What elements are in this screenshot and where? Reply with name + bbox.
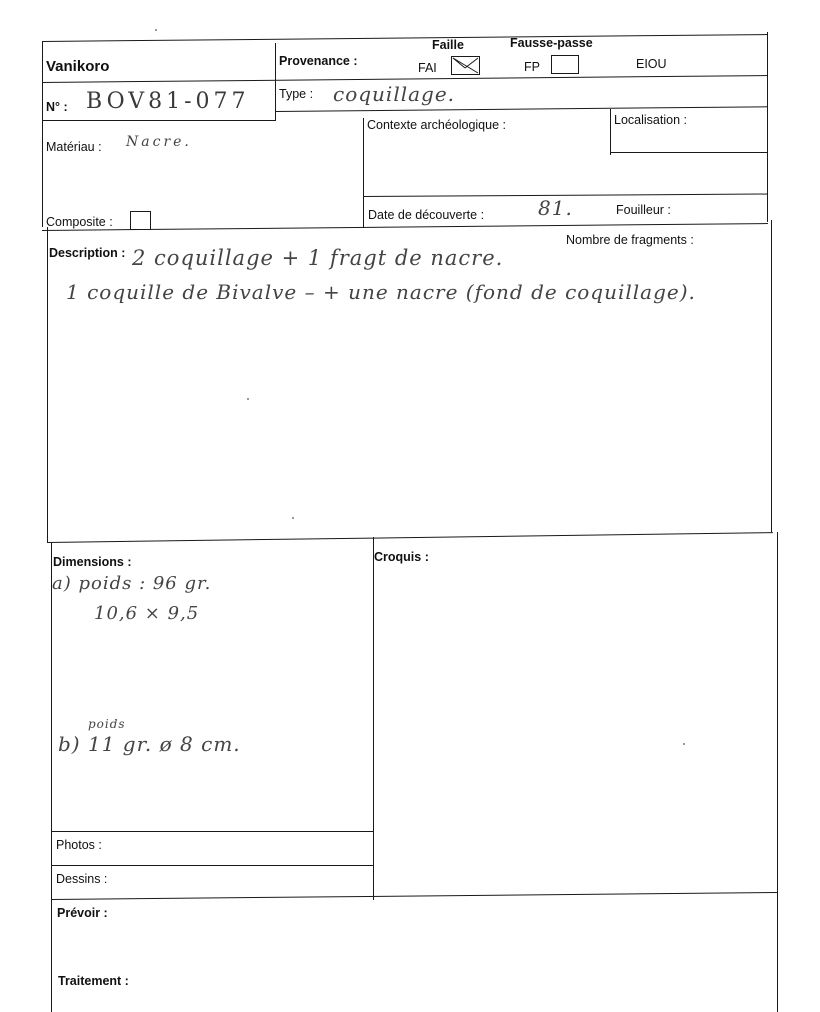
composite-label: Composite : [46, 215, 113, 229]
photos-label: Photos : [56, 838, 102, 852]
description-line-2: 1 coquille de Bivalve – + une nacre (fond de coquillage). [66, 280, 696, 304]
materiau-value: Nacre. [126, 134, 192, 150]
fragments-label: Nombre de fragments : [566, 233, 694, 247]
composite-checkbox[interactable] [130, 211, 151, 230]
eiou-label: EIOU [636, 57, 667, 71]
fai-label: FAI [418, 61, 437, 75]
check-cross-icon [452, 57, 479, 74]
fp-label: FP [524, 60, 540, 74]
fai-checkbox[interactable] [451, 56, 480, 75]
date-label: Date de découverte : [368, 208, 485, 222]
croquis-label: Croquis : [374, 550, 429, 564]
fausse-passe-label: Fausse-passe [510, 36, 593, 50]
type-label: Type : [279, 87, 314, 101]
faille-label: Faille [432, 38, 464, 52]
numero-label: N° : [46, 100, 68, 114]
dimensions-label: Dimensions : [53, 555, 132, 569]
prevoir-label: Prévoir : [57, 906, 108, 920]
contexte-label: Contexte archéologique : [367, 118, 506, 132]
traitement-label: Traitement : [58, 974, 129, 988]
scan-speck [155, 29, 157, 31]
dimensions-a-line-1: a) poids : 96 gr. [52, 573, 212, 594]
dimensions-b-line: b) 11 gr. ø 8 cm. [58, 732, 241, 756]
dimensions-b-small: poids [88, 717, 126, 731]
site-name: Vanikoro [46, 58, 110, 75]
provenance-label: Provenance : [279, 54, 358, 68]
fp-checkbox[interactable] [551, 55, 579, 74]
materiau-label: Matériau : [46, 140, 102, 154]
dessins-label: Dessins : [56, 872, 108, 886]
date-value: 81. [538, 196, 573, 220]
localisation-label: Localisation : [614, 113, 687, 127]
scan-speck [247, 398, 249, 400]
speck [683, 743, 685, 745]
dimensions-a-line-2: 10,6 × 9,5 [94, 603, 200, 624]
type-value: coquillage. [333, 82, 456, 106]
scan-speck [292, 517, 294, 519]
fouilleur-label: Fouilleur : [616, 203, 671, 217]
description-line-1: 2 coquillage + 1 fragt de nacre. [132, 246, 504, 270]
numero-value: BOV81-077 [86, 89, 250, 114]
description-label: Description : [49, 246, 126, 260]
